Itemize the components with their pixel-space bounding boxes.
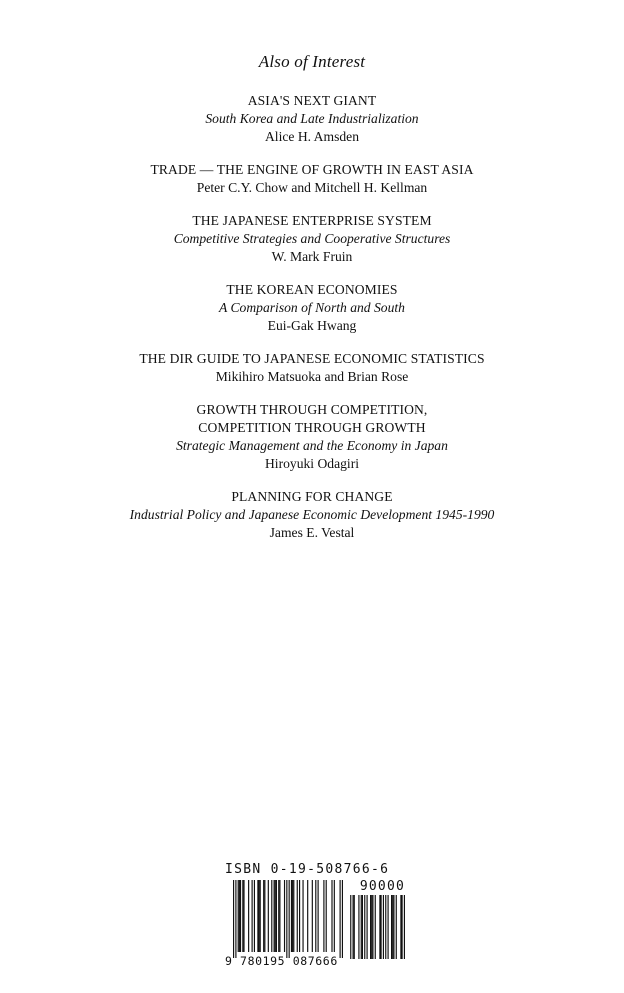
barcode-bar — [274, 880, 275, 952]
book-author: Peter C.Y. Chow and Mitchell H. Kellman — [196, 180, 428, 195]
book-title: THE JAPANESE ENTERPRISE SYSTEM — [192, 213, 432, 228]
barcode-bar — [400, 895, 401, 959]
barcode-bar — [252, 880, 253, 952]
book-title: THE DIR GUIDE TO JAPANESE ECONOMIC STATISTICS — [139, 351, 485, 366]
barcode-bar — [271, 880, 272, 952]
barcode-bar — [383, 895, 384, 959]
barcode-bar — [275, 880, 276, 952]
book-author: Eui-Gak Hwang — [267, 318, 357, 333]
book-author: Alice H. Amsden — [264, 129, 359, 144]
barcode-bar — [278, 880, 279, 952]
barcode-bar — [238, 880, 239, 952]
book-entry — [0, 161, 624, 197]
barcode-bar — [364, 895, 365, 959]
book-title: THE KOREAN ECONOMIES — [226, 282, 398, 297]
barcode-bar — [331, 880, 332, 952]
barcode-bar — [367, 895, 368, 959]
barcode-bar — [340, 880, 341, 958]
barcode-bar — [260, 880, 261, 952]
barcode-bar — [302, 880, 303, 952]
barcode-bar — [235, 880, 236, 958]
barcode-bar — [372, 895, 373, 959]
barcode-bar — [293, 880, 294, 952]
book-subtitle: Competitive Strategies and Cooperative Structures — [173, 231, 451, 246]
barcode-bar — [375, 895, 376, 959]
barcode-bar — [388, 895, 389, 959]
barcode-bar — [243, 880, 244, 952]
barcode-bar — [240, 880, 241, 952]
book-author: James E. Vestal — [269, 525, 355, 540]
barcode-bar — [315, 880, 316, 952]
barcode-bar — [307, 880, 308, 952]
book-title: COMPETITION THROUGH GROWTH — [198, 420, 426, 435]
barcode-bar — [361, 895, 362, 959]
barcode-bar — [248, 880, 249, 952]
book-subtitle: A Comparison of North and South — [219, 300, 405, 315]
book-author: W. Mark Fruin — [271, 249, 353, 264]
barcode-bar — [254, 880, 255, 952]
barcode-bar — [318, 880, 319, 952]
barcode-bar — [354, 895, 355, 959]
barcode-block — [225, 862, 405, 970]
barcode-bar — [371, 895, 372, 959]
book-list — [0, 92, 624, 557]
barcode-bar — [242, 880, 243, 952]
ean-number: 9 780195 087666 — [225, 954, 338, 968]
isbn-text: ISBN 0-19-508766-6 — [225, 862, 390, 877]
barcode-bar — [402, 895, 403, 959]
barcode-bar — [404, 895, 405, 959]
book-entry — [0, 281, 624, 335]
book-subtitle: Strategic Management and the Economy in Japan — [176, 438, 448, 453]
barcode-bar — [233, 880, 234, 958]
book-entry — [0, 350, 624, 386]
barcode-bar — [297, 880, 298, 952]
barcode-bar — [299, 880, 300, 952]
barcode-bar — [362, 895, 363, 959]
book-author: Mikihiro Matsuoka and Brian Rose — [215, 369, 409, 384]
also-of-interest-heading: Also of Interest — [258, 52, 366, 71]
barcode-bar — [370, 895, 371, 959]
barcode-bar — [396, 895, 397, 959]
barcode-bar — [323, 880, 324, 952]
book-title: ASIA'S NEXT GIANT — [247, 93, 377, 108]
barcode-bar — [279, 880, 280, 952]
barcode-bar — [239, 880, 240, 952]
barcode-bar — [263, 880, 264, 952]
book-subtitle: South Korea and Late Industrialization — [205, 111, 419, 126]
book-author: Hiroyuki Odagiri — [264, 456, 359, 471]
barcode-bar — [342, 880, 343, 958]
book-entry — [0, 488, 624, 542]
barcode-bar — [393, 895, 394, 959]
barcode-bar — [391, 895, 392, 959]
book-entry — [0, 212, 624, 266]
barcode-bar — [258, 880, 259, 952]
book-subtitle: Industrial Policy and Japanese Economic Development 1945-1990 — [129, 507, 495, 522]
barcode-bar — [350, 895, 351, 959]
barcode-bar — [353, 895, 354, 959]
ean13-barcode — [233, 880, 343, 958]
barcode-bar — [289, 880, 290, 958]
barcode-bar — [381, 895, 382, 959]
barcode-bar — [358, 895, 359, 959]
barcode-bar — [392, 895, 393, 959]
barcode-bar — [379, 895, 380, 959]
price-addon-number: 90000 — [359, 879, 405, 894]
barcode-bar — [257, 880, 258, 952]
barcode-bar — [385, 895, 386, 959]
book-title: GROWTH THROUGH COMPETITION, — [196, 402, 428, 417]
barcode-bar — [276, 880, 277, 952]
barcode-bar — [286, 880, 287, 958]
book-entry — [0, 401, 624, 473]
barcode-bar — [312, 880, 313, 952]
barcode-bar — [284, 880, 285, 952]
barcode-bar — [264, 880, 265, 952]
book-title: TRADE — THE ENGINE OF GROWTH IN EAST ASIA — [150, 162, 474, 177]
barcode-bar — [268, 880, 269, 952]
barcode-bar — [292, 880, 293, 952]
book-title: PLANNING FOR CHANGE — [231, 489, 393, 504]
book-entry — [0, 92, 624, 146]
barcode-bar — [334, 880, 335, 952]
addon-barcode — [349, 895, 405, 959]
barcode-bar — [291, 880, 292, 952]
barcode-bar — [326, 880, 327, 952]
